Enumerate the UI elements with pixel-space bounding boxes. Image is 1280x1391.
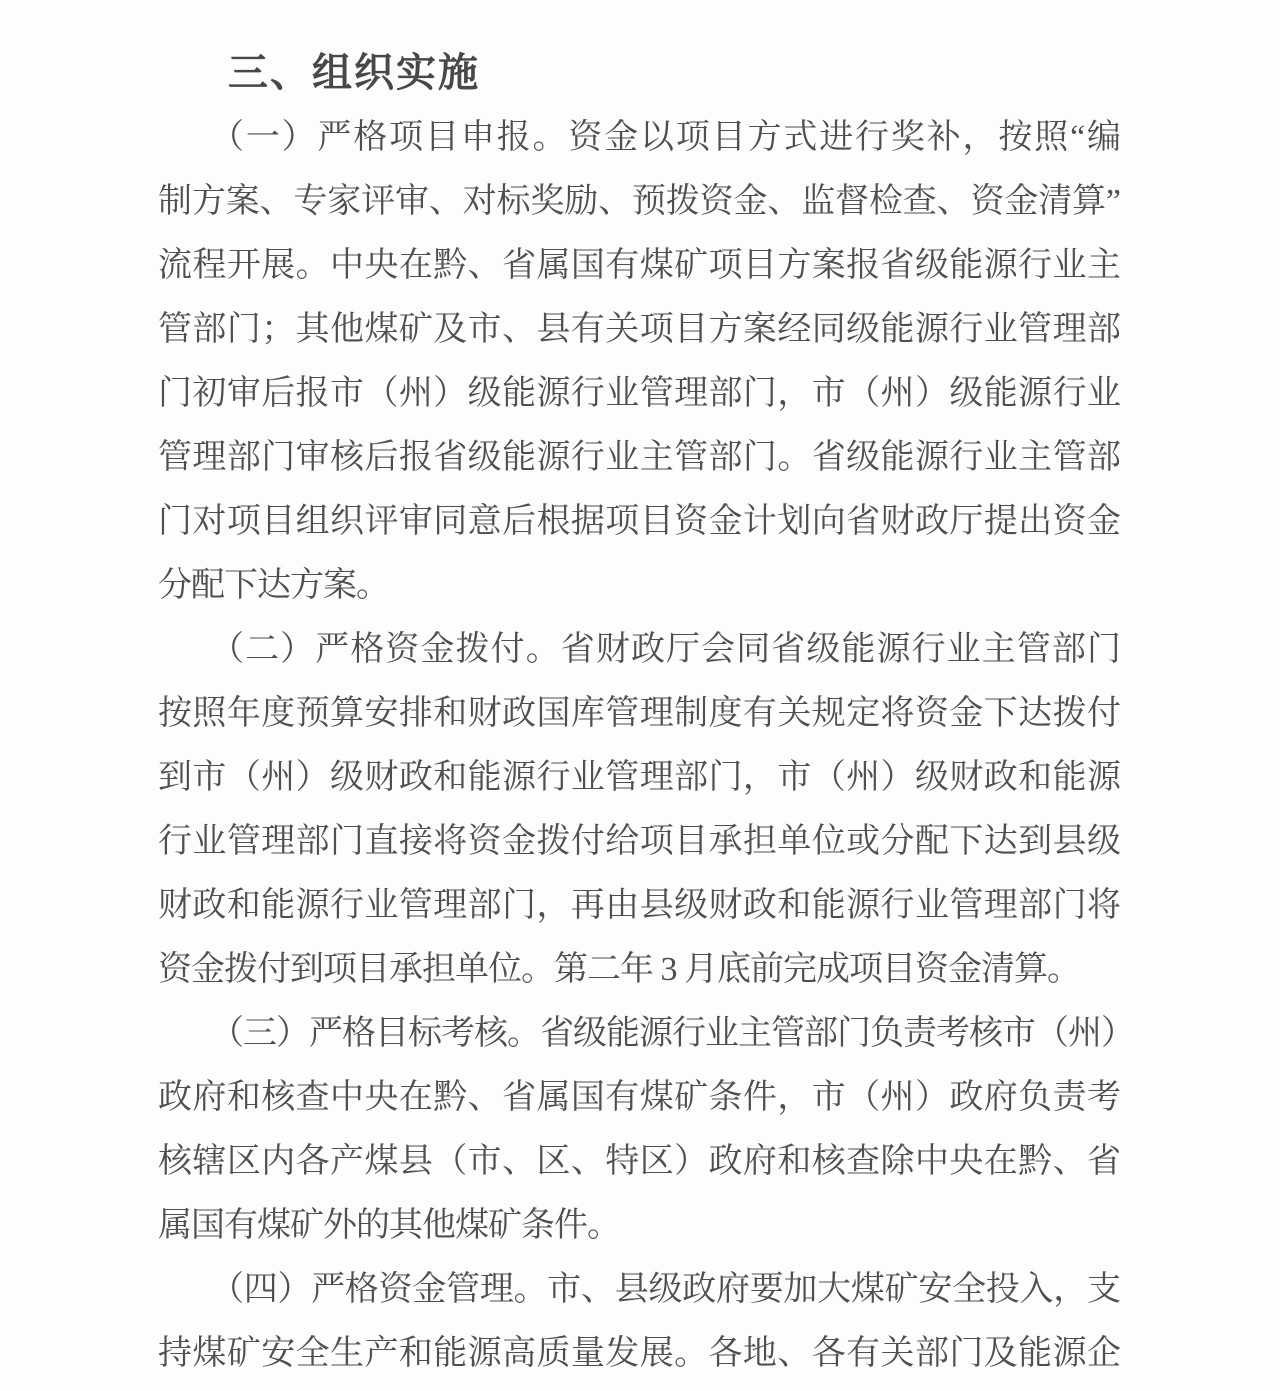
text-line: 门对项目组织评审同意后根据项目资金计划向省财政厅提出资金 bbox=[158, 503, 1120, 540]
paragraph bbox=[158, 618, 1120, 1002]
text-line: 分配下达方案。 bbox=[158, 567, 389, 604]
text-line: （四）严格资金管理。市、县级政府要加大煤矿安全投入，支 bbox=[210, 1271, 1120, 1308]
text-line: 属国有煤矿外的其他煤矿条件。 bbox=[158, 1207, 620, 1244]
text-line: （二）严格资金拨付。省财政厅会同省级能源行业主管部门 bbox=[210, 631, 1120, 668]
text-line: 按照年度预算安排和财政国库管理制度有关规定将资金下达拨付 bbox=[158, 695, 1120, 732]
text-line: 行业管理部门直接将资金拨付给项目承担单位或分配下达到县级 bbox=[158, 823, 1120, 860]
paragraph bbox=[158, 1002, 1134, 1258]
text-line: 政府和核查中央在黔、省属国有煤矿条件，市（州）政府负责考 bbox=[158, 1079, 1120, 1116]
paragraph bbox=[158, 1258, 1120, 1386]
document-body bbox=[158, 106, 1134, 1386]
text-line: 制方案、专家评审、对标奖励、预拨资金、监督检查、资金清算” bbox=[158, 183, 1120, 220]
paragraph bbox=[158, 106, 1120, 618]
text-line: （三）严格目标考核。省级能源行业主管部门负责考核市（州） bbox=[210, 1015, 1134, 1052]
text-line: 管部门；其他煤矿及市、县有关项目方案经同级能源行业管理部 bbox=[158, 311, 1120, 348]
section-heading: 三、组织实施 bbox=[228, 51, 480, 95]
text-line: （一）严格项目申报。资金以项目方式进行奖补，按照“编 bbox=[210, 119, 1120, 156]
text-line: 门初审后报市（州）级能源行业管理部门，市（州）级能源行业 bbox=[158, 375, 1120, 412]
text-line: 财政和能源行业管理部门，再由县级财政和能源行业管理部门将 bbox=[158, 887, 1120, 924]
text-line: 到市（州）级财政和能源行业管理部门，市（州）级财政和能源 bbox=[158, 759, 1120, 796]
text-line: 持煤矿安全生产和能源高质量发展。各地、各有关部门及能源企 bbox=[158, 1335, 1120, 1372]
text-line: 管理部门审核后报省级能源行业主管部门。省级能源行业主管部 bbox=[158, 439, 1120, 476]
text-line: 资金拨付到项目承担单位。第二年 3 月底前完成项目资金清算。 bbox=[158, 951, 1080, 988]
text-line: 流程开展。中央在黔、省属国有煤矿项目方案报省级能源行业主 bbox=[158, 247, 1120, 284]
text-line: 核辖区内各产煤县（市、区、特区）政府和核查除中央在黔、省 bbox=[158, 1143, 1120, 1180]
